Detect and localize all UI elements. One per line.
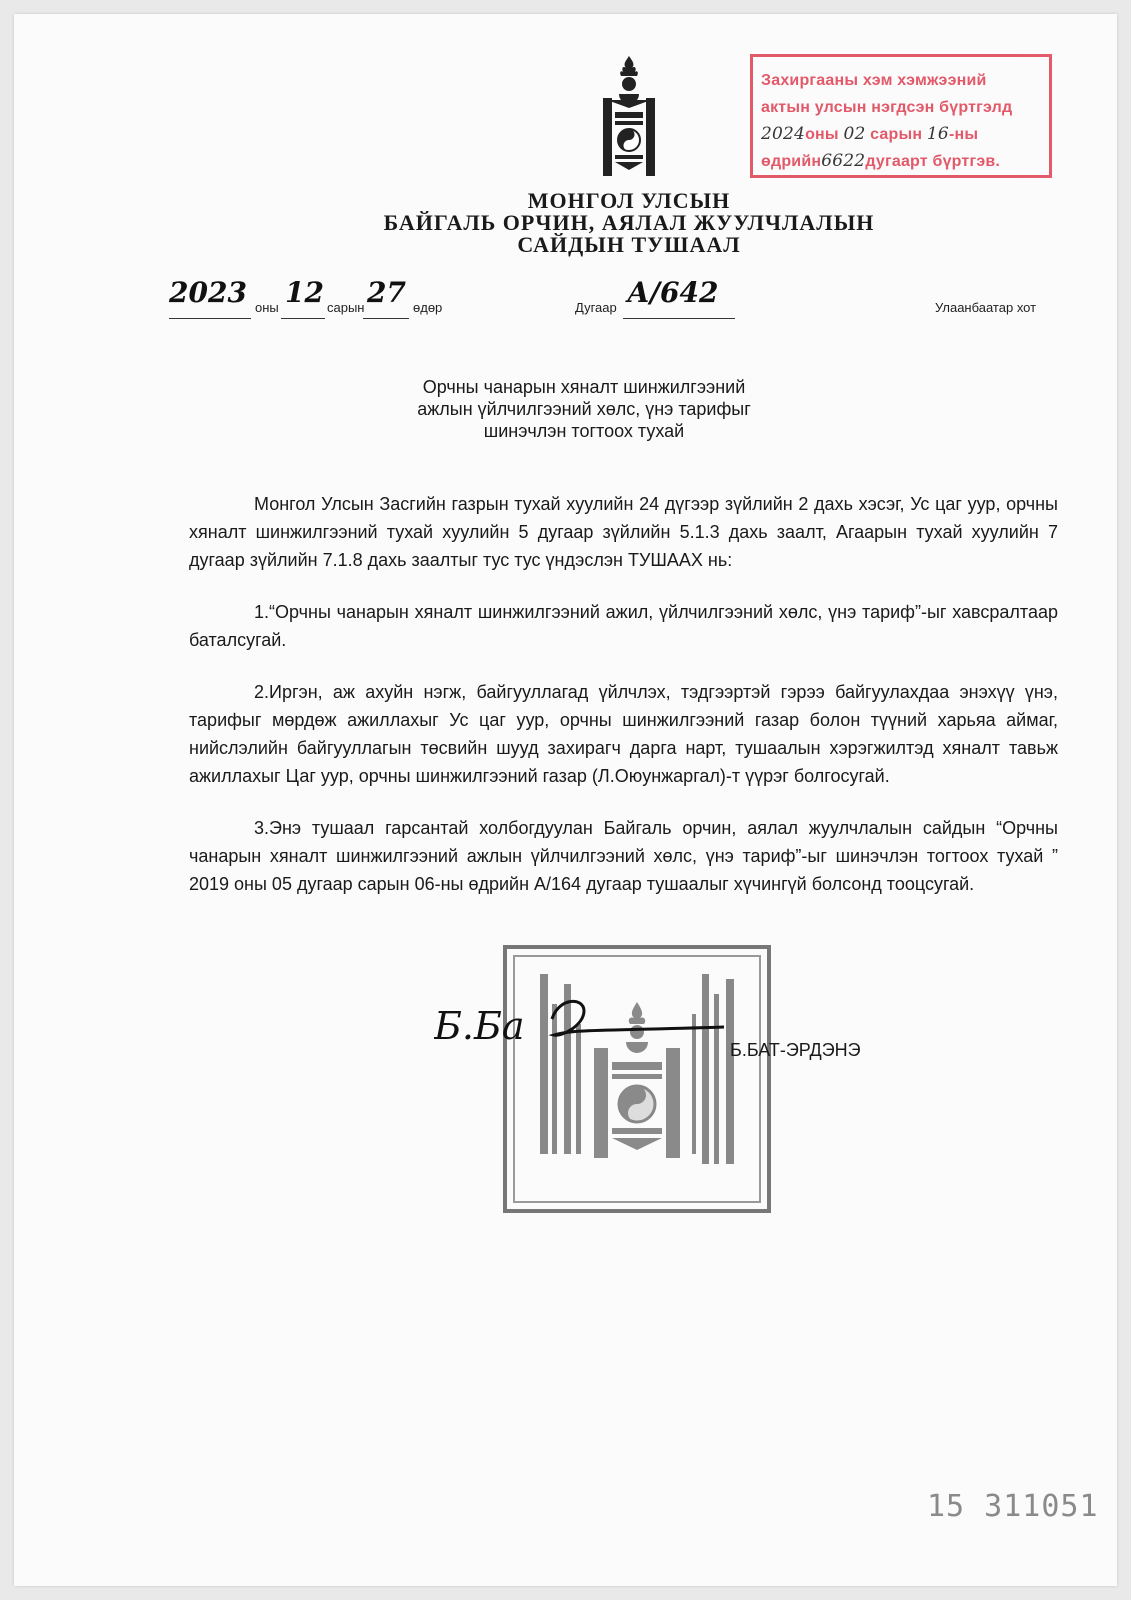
order-year-label: оны xyxy=(255,300,279,315)
stamp-day-prefix: өдрийн xyxy=(761,153,822,170)
order-number-label: Дугаар xyxy=(575,300,617,315)
month-underline xyxy=(281,318,325,319)
stamp-year-suffix: оны xyxy=(805,126,839,143)
order-title xyxy=(344,376,824,442)
handwritten-signature xyxy=(434,989,734,1069)
title-line-1: Орчны чанарын хяналт шинжилгээний xyxy=(422,377,746,397)
registration-stamp xyxy=(750,54,1052,178)
order-body xyxy=(189,490,1058,922)
day-underline xyxy=(363,318,409,319)
order-day: 27 xyxy=(367,276,406,309)
document-page xyxy=(14,14,1117,1586)
number-underline xyxy=(623,318,735,319)
order-city: Улаанбаатар хот xyxy=(935,300,1037,315)
soyombo-emblem-icon xyxy=(599,54,659,182)
heading-line-3: САЙДЫН ТУШААЛ xyxy=(517,232,741,257)
order-number: А/642 xyxy=(627,276,719,309)
serial-number: 15 311051 xyxy=(927,1489,1099,1524)
order-year: 2023 xyxy=(169,276,247,309)
heading-line-2: БАЙГАЛЬ ОРЧИН, АЯЛАЛ ЖУУЛЧЛАЛЫН xyxy=(383,210,875,235)
order-month: 12 xyxy=(285,276,324,309)
official-seal-icon xyxy=(502,944,772,1214)
order-day-label: өдөр xyxy=(413,300,443,315)
stamp-day-suffix: -ны xyxy=(948,126,979,143)
stamp-line-1: Захиргааны хэм хэмжээний xyxy=(761,72,987,89)
order-meta-row xyxy=(169,276,1069,320)
title-line-3: шинэчлэн тогтоох тухай xyxy=(483,421,685,441)
stamp-year: 2024 xyxy=(761,124,806,144)
signature-initials: Б.Ба xyxy=(434,1004,525,1048)
stamp-month: 02 xyxy=(843,124,866,144)
signer-name: Б.БАТ-ЭРДЭНЭ xyxy=(730,1040,861,1060)
clause-3-paragraph: 3.Энэ тушаал гарсантай холбогдуулан Байгаль орчин, аялал жуулчлалын сайдын “Орчны чанарын хяналт шинжилгээний ажлын үйлчилгээний хөлс, үнэ тариф”-ыг шинэчлэн тогтоох тухай ” 2019 оны 05 дугаар сарын 06-ны өдрийн А/164 дугаар тушаалыг хүчингүй болсонд тооцсугай. xyxy=(189,818,1058,894)
stamp-month-suffix: сарын xyxy=(870,126,923,143)
stamp-day: 16 xyxy=(926,124,949,144)
year-underline xyxy=(169,318,251,319)
title-line-2: ажлын үйлчилгээний хөлс, үнэ тарифыг xyxy=(417,399,751,419)
stamp-reg-number: 6622 xyxy=(821,151,866,171)
clause-2-paragraph: 2.Иргэн, аж ахуйн нэгж, байгууллагад үйлчлэх, тэдгээртэй гэрээ байгуулахдаа энэхүү үнэ, тарифыг мөрдөж ажиллахыг Ус цаг уур, орчны шинжилгээний газар болон түүний харьяа аймаг, нийслэлийн байгууллагын төсвийн шууд захирагч дарга нарт, тушаалын хэрэгжилтэд хяналт тавьж ажиллахыг Цаг уур, орчны шинжилгээний газар (Л.Оюунжаргал)-т үүрэг болгосугай. xyxy=(189,682,1058,786)
heading-line-1: МОНГОЛ УЛСЫН xyxy=(527,188,731,213)
order-month-label: сарын xyxy=(327,300,365,315)
stamp-line-2: актын улсын нэгдсэн бүртгэлд xyxy=(761,99,1013,116)
clause-1-paragraph: 1.“Орчны чанарын хяналт шинжилгээний ажил, үйлчилгээний хөлс, үнэ тариф”-ыг хавсралтаар баталсугай. xyxy=(189,602,1058,650)
stamp-date-line xyxy=(761,121,1043,148)
stamp-reg-suffix: дугаарт бүртгэв. xyxy=(865,153,1001,170)
ministry-heading xyxy=(314,190,944,256)
stamp-number-line xyxy=(761,148,1043,175)
preamble-paragraph: Монгол Улсын Засгийн газрын тухай хуулийн 24 дүгээр зүйлийн 2 дахь хэсэг, Ус цаг уур, орчны хяналт шинжилгээний тухай хуулийн 5 дугаар зүйлийн 5.1.3 дахь заалт, Агаарын тухай хуулийн 7 дугаар зүйлийн 7.1.8 дахь заалтыг тус тус үндэслэн ТУШААХ нь: xyxy=(189,494,1058,570)
